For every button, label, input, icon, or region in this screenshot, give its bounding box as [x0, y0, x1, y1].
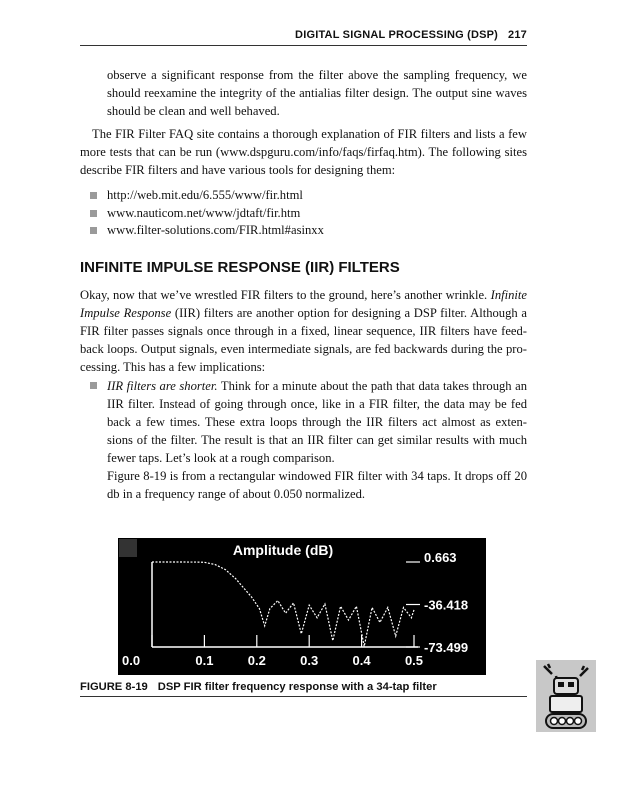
robot-drawing: [536, 660, 596, 732]
list-item: [80, 187, 527, 205]
bullet-square-icon: [90, 227, 97, 234]
x-tick-label: 0.3: [300, 653, 319, 668]
figure-chart: [118, 538, 486, 675]
x-tick-label: 0.5: [404, 653, 424, 668]
frequency-response-chart: [118, 538, 486, 675]
bullet-square-icon: [90, 210, 97, 217]
bullet-text: [107, 377, 527, 467]
p3-rest: (IIR) filters are another option for designing a DSP filter. Although a FIR filter passes signals once through in a fixed, linear sequence, IIR filters have feed-back loops. Output signals, even intermediate signals, are fed backwards during the pro-cessing. This has a few implications:: [80, 306, 528, 374]
link-text: www.nauticom.net/www/jdtaft/fir.htm: [107, 205, 301, 220]
robot-icon: [536, 660, 596, 732]
y-tick-label: 0.663: [424, 550, 457, 565]
paragraph-fir-faq: The FIR Filter FAQ site contains a thorough explanation of FIR filters and lists a few more tests that can be run (www.dspguru.com/info/faqs/firfaq.htm). The following sites describe FIR filters and have various tools for designing them:: [80, 127, 527, 177]
y-tick-label: -73.499: [424, 640, 469, 655]
bullet-body: Think for a minute about the path that data takes through an IIR filter. Instead of going through once, like in a FIR filter, the data may be fed back a few times. These extra loops through the IIR filters act almost as exten-sions of the filter. The result is that an IIR filter can get similar results with much fewer taps. Let’s look at a rough comparison.: [107, 379, 528, 465]
list-item: [80, 222, 527, 240]
figure-label: FIGURE 8-19: [80, 681, 148, 693]
x-tick-label: 0.2: [247, 653, 266, 668]
page-number: 217: [508, 29, 527, 41]
chart-title: Amplitude (dB): [232, 542, 334, 558]
running-header: [80, 29, 527, 41]
figure-caption: [80, 681, 527, 693]
bullet-lead: IIR filters are shorter.: [107, 379, 218, 393]
paragraph-continuation: observe a significant response from the filter above the sampling frequency, we should reexamine the integrity of the antialias filter design. The output sine waves should be clean and well behaved.: [107, 68, 527, 118]
link-text: http://web.mit.edu/6.555/www/fir.html: [107, 188, 303, 202]
link-text: www.filter-solutions.com/FIR.html#asinxx: [107, 223, 324, 237]
x-tick-label: 0.1: [195, 653, 214, 668]
y-tick-label: -36.418: [424, 597, 469, 613]
p3-term: Infinite Impulse Response: [80, 288, 527, 320]
paragraph-iir-intro: [80, 286, 527, 376]
link-list: [80, 187, 527, 240]
chart-corner-block: [119, 539, 137, 557]
bullet-square-icon: [90, 382, 97, 389]
running-title: DIGITAL SIGNAL PROCESSING (DSP): [295, 29, 499, 41]
bullet-iir-shorter: [80, 377, 527, 503]
x-tick-label: 0.4: [352, 653, 371, 668]
figure-caption-text: DSP FIR filter frequency response with a 34-tap filter: [157, 681, 437, 693]
p3-lead: Okay, now that we’ve wrestled FIR filters to the ground, here’s another wrinkle.: [80, 288, 491, 302]
header-rule: [80, 45, 527, 46]
list-item: [80, 205, 527, 223]
response-curve: [152, 562, 414, 646]
caption-rule: [80, 696, 527, 697]
bullet-square-icon: [90, 192, 97, 199]
bullet-text-2: Figure 8-19 is from a rectangular windowed FIR filter with 34 taps. It drops off 20 db in a frequency range of about 0.050 normalized.: [107, 469, 527, 501]
section-heading: INFINITE IMPULSE RESPONSE (IIR) FILTERS: [80, 259, 400, 276]
x-tick-label: 0.0: [122, 653, 141, 668]
